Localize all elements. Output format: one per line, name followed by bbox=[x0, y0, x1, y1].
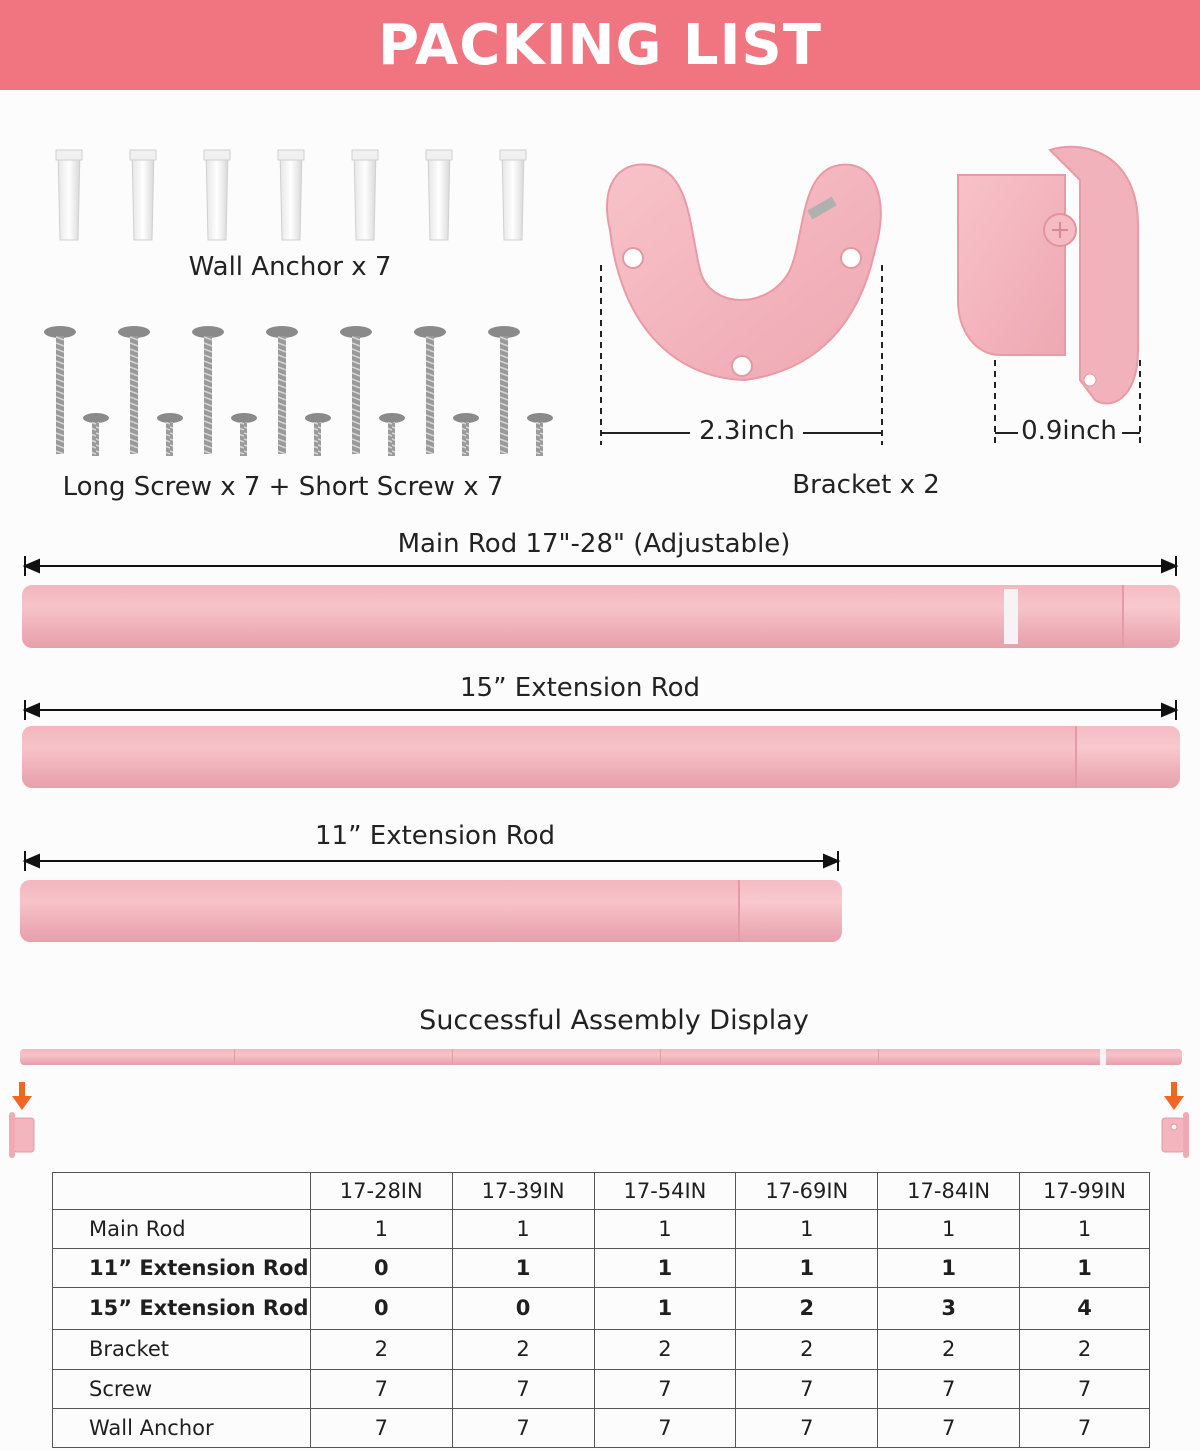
table-header-cell: 17-99IN bbox=[1020, 1173, 1150, 1210]
table-cell: 7 bbox=[1020, 1408, 1150, 1447]
extension-rod-11-label: 11” Extension Rod bbox=[314, 821, 556, 851]
table-cell: 7 bbox=[452, 1408, 594, 1447]
main-rod-label: Main Rod 17"-28" (Adjustable) bbox=[397, 529, 791, 559]
table-cell: 7 bbox=[310, 1408, 452, 1447]
table-header-cell: 17-54IN bbox=[594, 1173, 736, 1210]
table-cell: 7 bbox=[1020, 1369, 1150, 1408]
table-cell: 2 bbox=[594, 1329, 736, 1369]
assembly-title: Successful Assembly Display bbox=[419, 1005, 809, 1036]
table-cell: 1 bbox=[1020, 1210, 1150, 1249]
table-header-cell: 17-28IN bbox=[310, 1173, 452, 1210]
row-label: Screw bbox=[53, 1369, 311, 1408]
table-row bbox=[53, 1210, 1150, 1249]
wall-anchor-label: Wall Anchor x 7 bbox=[188, 252, 392, 282]
table-header-cell: 17-84IN bbox=[878, 1173, 1020, 1210]
table-cell: 7 bbox=[878, 1408, 1020, 1447]
table-row bbox=[53, 1288, 1150, 1329]
table-cell: 1 bbox=[736, 1249, 878, 1288]
table-header-cell bbox=[53, 1173, 311, 1210]
table-cell: 7 bbox=[736, 1408, 878, 1447]
table-cell: 1 bbox=[594, 1249, 736, 1288]
extension-rod-15-label: 15” Extension Rod bbox=[459, 673, 701, 703]
row-label: Wall Anchor bbox=[53, 1408, 311, 1447]
table-cell: 2 bbox=[1020, 1329, 1150, 1369]
table-cell: 1 bbox=[594, 1210, 736, 1249]
table-row bbox=[53, 1249, 1150, 1288]
table-cell: 0 bbox=[452, 1288, 594, 1329]
table-header-cell: 17-39IN bbox=[452, 1173, 594, 1210]
arrow-down-icon bbox=[12, 1082, 32, 1110]
row-label: 15” Extension Rod bbox=[53, 1288, 311, 1329]
table-cell: 3 bbox=[878, 1288, 1020, 1329]
table-cell: 7 bbox=[310, 1369, 452, 1408]
table-cell: 4 bbox=[1020, 1288, 1150, 1329]
table-cell: 2 bbox=[736, 1329, 878, 1369]
table-cell: 1 bbox=[1020, 1249, 1150, 1288]
table-row bbox=[53, 1329, 1150, 1369]
table-cell: 0 bbox=[310, 1288, 452, 1329]
table-cell: 1 bbox=[878, 1249, 1020, 1288]
table-cell: 7 bbox=[594, 1369, 736, 1408]
table-cell: 1 bbox=[594, 1288, 736, 1329]
bracket-right-icon bbox=[1162, 1112, 1189, 1158]
arrow-down-icon bbox=[1164, 1082, 1184, 1110]
screw-label: Long Screw x 7 + Short Screw x 7 bbox=[62, 472, 504, 502]
bracket-width-label: 2.3inch bbox=[699, 416, 795, 446]
table-cell: 2 bbox=[310, 1329, 452, 1369]
table-cell: 1 bbox=[736, 1210, 878, 1249]
table-cell: 2 bbox=[878, 1329, 1020, 1369]
table-cell: 7 bbox=[736, 1369, 878, 1408]
bracket-label: Bracket x 2 bbox=[792, 470, 940, 500]
table-cell: 1 bbox=[452, 1210, 594, 1249]
table-row bbox=[53, 1369, 1150, 1408]
assembly-spec-table bbox=[52, 1172, 1150, 1448]
table-cell: 7 bbox=[878, 1369, 1020, 1408]
table-cell: 1 bbox=[452, 1249, 594, 1288]
page-title: PACKING LIST bbox=[378, 12, 822, 78]
row-label: Main Rod bbox=[53, 1210, 311, 1249]
table-header-cell: 17-69IN bbox=[736, 1173, 878, 1210]
bracket-depth-label: 0.9inch bbox=[1021, 416, 1117, 446]
table-header-row bbox=[53, 1173, 1150, 1210]
table-cell: 0 bbox=[310, 1249, 452, 1288]
row-label: Bracket bbox=[53, 1329, 311, 1369]
table-cell: 2 bbox=[452, 1329, 594, 1369]
table-cell: 7 bbox=[452, 1369, 594, 1408]
table-cell: 1 bbox=[878, 1210, 1020, 1249]
table-cell: 7 bbox=[594, 1408, 736, 1447]
table-row bbox=[53, 1408, 1150, 1447]
bracket-left-icon bbox=[9, 1112, 34, 1158]
table-cell: 1 bbox=[310, 1210, 452, 1249]
table-cell: 2 bbox=[736, 1288, 878, 1329]
row-label: 11” Extension Rod bbox=[53, 1249, 311, 1288]
